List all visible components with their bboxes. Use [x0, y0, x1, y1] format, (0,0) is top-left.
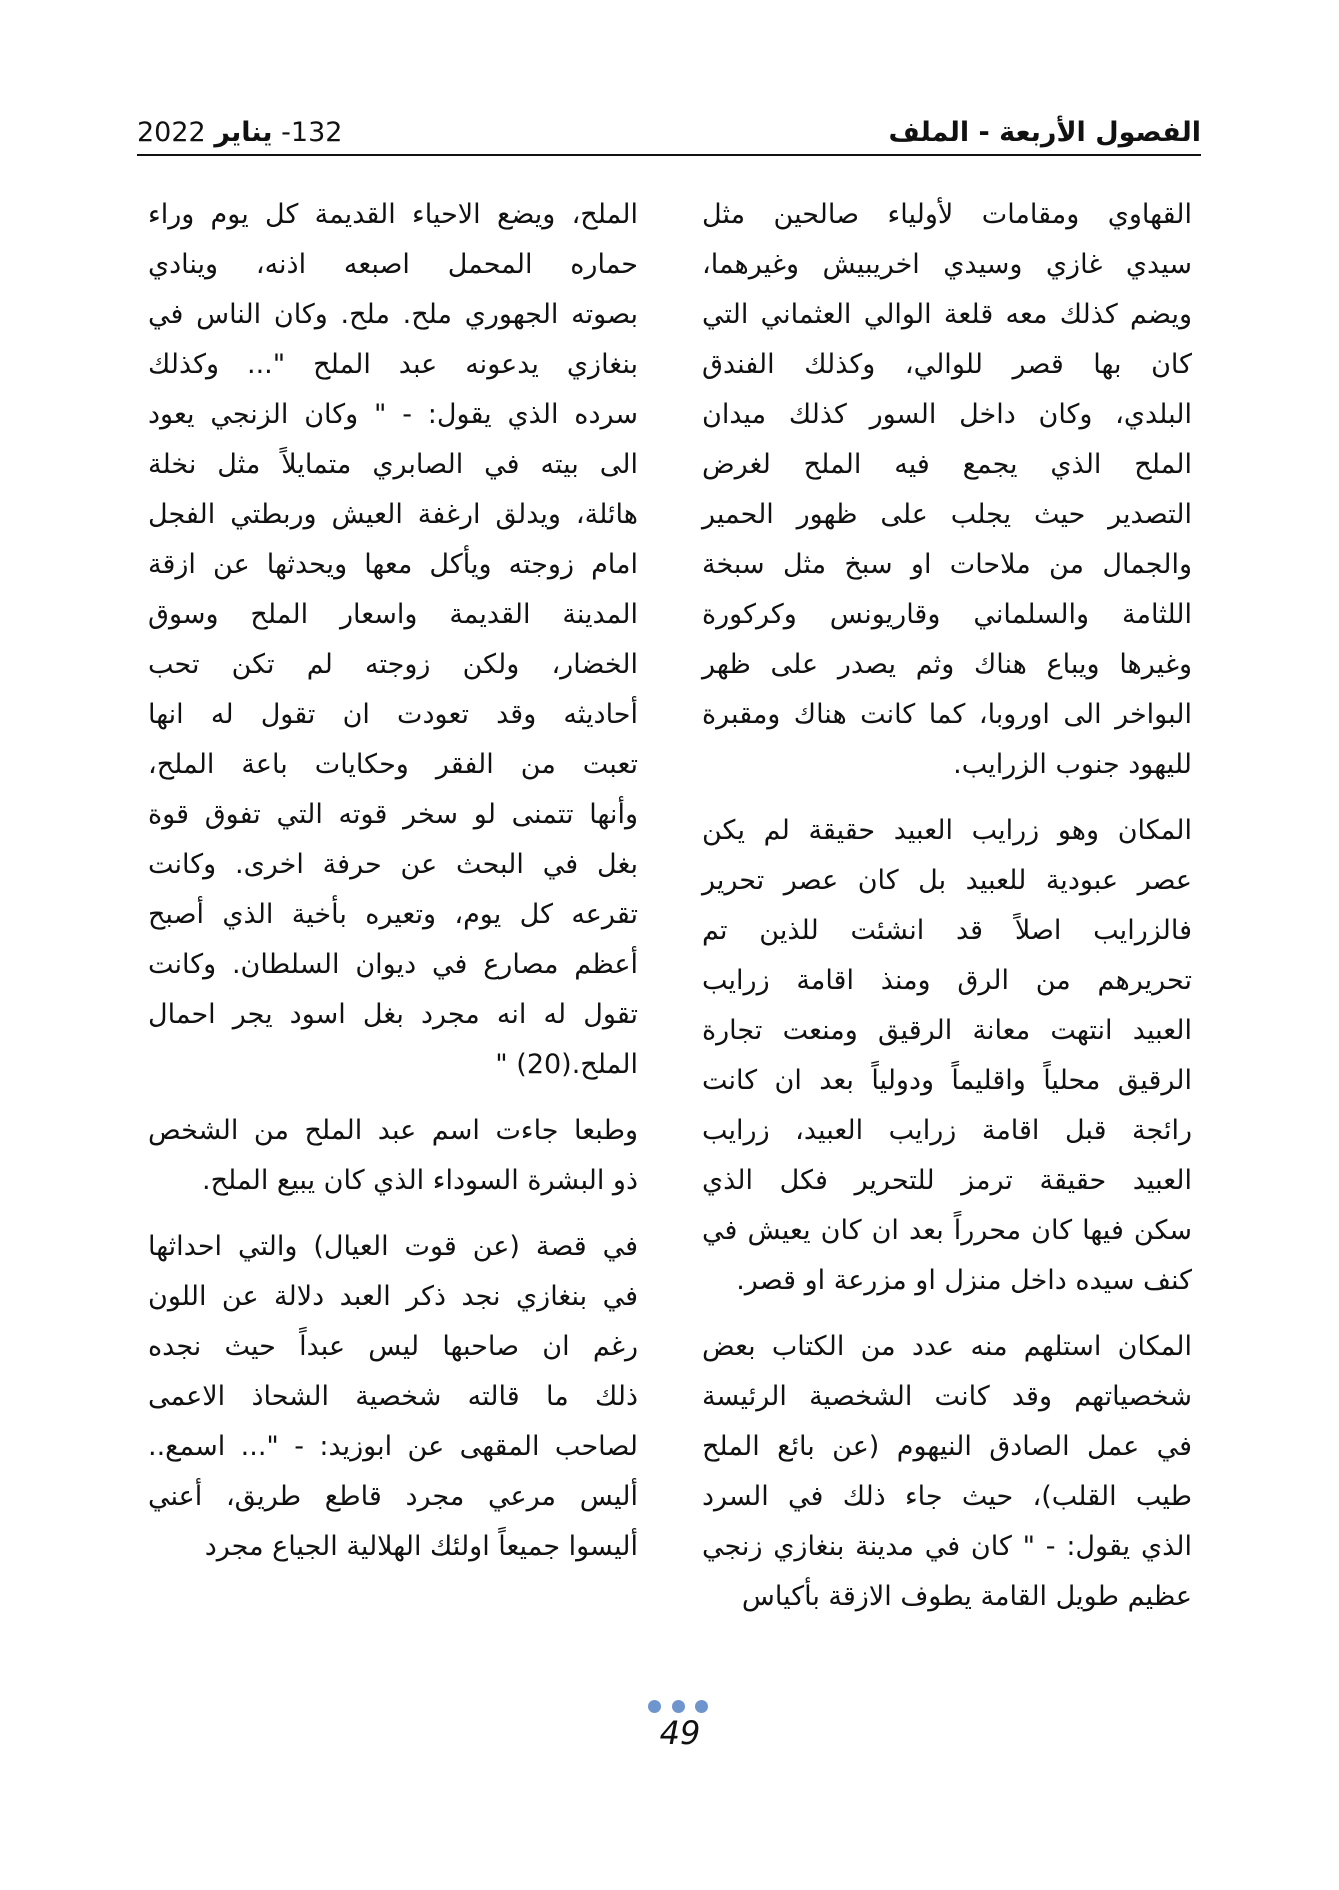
issue-year: 2022 — [137, 117, 206, 148]
text-line: المكان وهو زرايب العبيد حقيقة لم يكن — [702, 815, 1192, 846]
text-line: رائجة قبل اقامة زرايب العبيد، زرايب — [702, 1115, 1192, 1146]
text-line: الى بيته في الصابري متمايلاً مثل نخلة — [148, 449, 638, 480]
paragraph — [148, 1106, 638, 1206]
text-line: أعظم مصارع في ديوان السلطان. وكانت — [148, 949, 638, 980]
text-line: في عمل الصادق النيهوم (عن بائع الملح — [702, 1431, 1192, 1462]
paragraph — [702, 806, 1192, 1306]
text-line: تقول له انه مجرد بغل اسود يجر احمال — [148, 999, 638, 1030]
text-line: بنغازي يدعونه عبد الملح "... وكذلك — [148, 349, 638, 380]
text-line: حماره المحمل اصبعه اذنه، وينادي — [148, 249, 638, 280]
ornament-dot-icon — [695, 1700, 708, 1713]
text-line: ذو البشرة السوداء الذي كان يبيع الملح. — [202, 1165, 638, 1196]
text-line: والجمال من ملاحات او سبخ مثل سبخة — [702, 549, 1192, 580]
text-line: في قصة (عن قوت العيال) والتي احداثها — [148, 1231, 638, 1262]
text-line: أحاديثه وقد تعودت ان تقول له انها — [148, 699, 638, 730]
text-line: امام زوجته ويأكل معها ويحدثها عن ازقة — [148, 549, 638, 580]
issue-number: 132 — [290, 117, 343, 148]
text-line: البواخر الى اوروبا، كما كانت هناك ومقبرة — [702, 699, 1192, 730]
text-line: وطبعا جاءت اسم عبد الملح من الشخص — [148, 1115, 638, 1146]
text-line: التصدير حيث يجلب على ظهور الحمير — [702, 499, 1192, 530]
text-line: تحريرهم من الرق ومنذ اقامة زرايب — [702, 965, 1192, 996]
left-column — [148, 190, 638, 1638]
text-line: لليهود جنوب الزرايب. — [953, 749, 1192, 780]
text-line: رغم ان صاحبها ليس عبداً حيث نجده — [148, 1331, 638, 1362]
text-line: ذلك ما قالته شخصية الشحاذ الاعمى — [148, 1381, 638, 1412]
text-line: المكان استلهم منه عدد من الكتاب بعض — [702, 1331, 1192, 1362]
text-line: سيدي غازي وسيدي اخريبيش وغيرهما، — [702, 249, 1192, 280]
paragraph — [702, 1322, 1192, 1622]
text-line: تعبت من الفقر وحكايات باعة الملح، — [148, 749, 638, 780]
article-body — [148, 190, 1192, 1638]
text-line: اللثامة والسلماني وقاريونس وكركورة — [702, 599, 1192, 630]
text-line: أليس مرعي مجرد قاطع طريق، أعني — [148, 1481, 638, 1512]
text-line: ويضم كذلك معه قلعة الوالي العثماني التي — [702, 299, 1192, 330]
text-line: الذي يقول: - " كان في مدينة بنغازي زنجي — [702, 1531, 1192, 1562]
footer-ornament — [648, 1700, 708, 1714]
text-line: كان بها قصر للوالي، وكذلك الفندق — [702, 349, 1192, 380]
text-line: المدينة القديمة واسعار الملح وسوق — [148, 599, 638, 630]
issue-info — [137, 117, 342, 154]
text-line: عصر عبودية للعبيد بل كان عصر تحرير — [702, 865, 1192, 896]
page-number: 49 — [659, 1714, 701, 1752]
text-line: سكن فيها كان محرراً بعد ان كان يعيش في — [702, 1215, 1192, 1246]
text-line: وأنها تتمنى لو سخر قوته التي تفوق قوة — [148, 799, 638, 830]
text-line: كنف سيده داخل منزل او مزرعة او قصر. — [736, 1265, 1192, 1296]
ornament-dot-icon — [672, 1700, 685, 1713]
text-line: في بنغازي نجد ذكر العبد دلالة عن اللون — [148, 1281, 638, 1312]
journal-title: الفصول الأربعة - الملف — [888, 117, 1201, 148]
text-line: الرقيق محلياً واقليماً ودولياً بعد ان كانت — [702, 1065, 1192, 1096]
text-line: القهاوي ومقامات لأولياء صالحين مثل — [702, 199, 1192, 230]
text-line: العبيد انتهت معانة الرقيق ومنعت تجارة — [702, 1015, 1192, 1046]
text-line: البلدي، وكان داخل السور كذلك ميدان — [702, 399, 1192, 430]
text-line: وغيرها ويباع هناك وثم يصدر على ظهر — [702, 649, 1192, 680]
text-line: طيب القلب)، حيث جاء ذلك في السرد — [702, 1481, 1192, 1512]
page-header — [137, 104, 1201, 156]
text-line: هائلة، ويدلق ارغفة العيش وربطتي الفجل — [148, 499, 638, 530]
paragraph — [702, 190, 1192, 790]
text-line: عظيم طويل القامة يطوف الازقة بأكياس — [741, 1581, 1192, 1612]
text-line: شخصياتهم وقد كانت الشخصية الرئيسة — [702, 1381, 1192, 1412]
text-line: بغل في البحث عن حرفة اخرى. وكانت — [148, 849, 638, 880]
text-line: بصوته الجهوري ملح. ملح. وكان الناس في — [148, 299, 638, 330]
text-line: الخضار، ولكن زوجته لم تكن تحب — [148, 649, 638, 680]
text-line: تقرعه كل يوم، وتعيره بأخية الذي أصبح — [148, 899, 638, 930]
text-line: أليسوا جميعاً اولئك الهلالية الجياع مجرد — [204, 1531, 638, 1562]
text-line: فالزرايب اصلاً قد انشئت للذين تم — [702, 915, 1192, 946]
text-line: سرده الذي يقول: - " وكان الزنجي يعود — [148, 399, 638, 430]
text-line: الملح.(20) " — [495, 1049, 638, 1080]
text-line: الملح، ويضع الاحياء القديمة كل يوم وراء — [148, 199, 638, 230]
issue-month: يناير — [214, 117, 273, 148]
text-line: الملح الذي يجمع فيه الملح لغرض — [702, 449, 1192, 480]
text-line: لصاحب المقهى عن ابوزيد: - "... اسمع.. — [148, 1431, 638, 1462]
issue-separator: - — [281, 117, 291, 148]
paragraph — [148, 1222, 638, 1572]
right-column — [702, 190, 1192, 1638]
paragraph — [148, 190, 638, 1090]
text-line: العبيد حقيقة ترمز للتحرير فكل الذي — [702, 1165, 1192, 1196]
ornament-dot-icon — [648, 1700, 661, 1713]
